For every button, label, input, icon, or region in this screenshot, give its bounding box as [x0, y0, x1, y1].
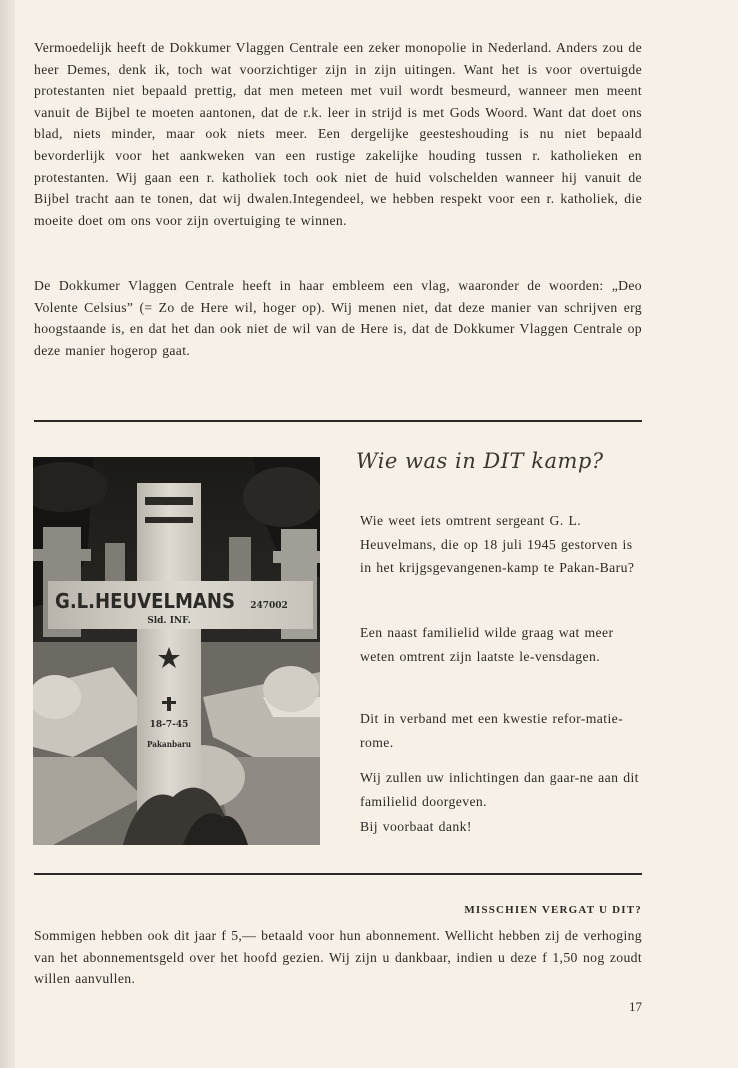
article2-heading: Wie was in DIT kamp?	[356, 449, 604, 473]
page-binding-edge	[0, 0, 15, 1068]
cross-rank-text: Sld. INF.	[147, 616, 191, 626]
article2-paragraph1: Wie weet iets omtrent sergeant G. L. Heuvelmans, die op 18 juli 1945 gestorven is in het krijgsgevangenen-kamp te Pakan-Baru?	[360, 513, 635, 575]
cross-name-text: G.L.HEUVELMANS	[55, 589, 235, 613]
article1-paragraph2: De Dokkumer Vlaggen Centrale heeft in haar embleem een vlag, waaronder de woorden: „Deo Volente Celsius” (= Zo de Here wil, hoger op). Wij menen niet, dat deze manier van schrijven erg hoogstaande is, en dat het dan ook niet de wil van de Here is, dat de Dokkumer Vlaggen Centrale op deze manier hogerop gaat.	[34, 278, 642, 358]
article2-paragraph5: Bij voorbaat dank!	[360, 819, 472, 834]
cross-number-text: 247002	[250, 601, 288, 611]
article3-heading: MISSCHIEN VERGAT U DIT?	[464, 904, 642, 916]
article2-paragraph3: Dit in verband met een kwestie refor-matie-rome.	[360, 711, 624, 750]
article2-paragraph2: Een naast familielid wilde graag wat meer weten omtrent zijn laatste le-vensdagen.	[360, 625, 614, 664]
page-number: 17	[629, 999, 642, 1014]
article3-paragraph: Sommigen hebben ook dit jaar f 5,— betaald voor hun abonnement. Wellicht hebben zij de verhoging van het abonnementsgeld over het hoofd gezien. Wij zijn u dankbaar, indien u deze f 1,50 nog zoudt willen aanvullen.	[34, 928, 642, 987]
article1-paragraph1: Vermoedelijk heeft de Dokkumer Vlaggen Centrale een zeker monopolie in Nederland. Anders zou de heer Demes, denk ik, toch wat voorzichtiger zijn in zijn uitingen. Want het is voor overtuigde protestanten niet bepaald prettig, dat men meteen met vuil wordt besmeurd, wanneer men meent vanuit de Bijbel te moeten aantonen, dat de r.k. leer in strijd is met Gods Woord. Want dat doet ons blad, niets minder, maar ook niets meer. Een dergelijke geesteshouding is nu niet bepaald bevorderlijk voor het aankweken van een rustige zakelijke houding tussen r. katholieken en protestanten. Wij gaan een r. katholiek toch ook niet de huid volschelden wanneer hij vanuit de Bijbel tracht aan te tonen, dat wij dwalen.Integendeel, we hebben respekt voor een r. katholiek, die moeite doet om ons voor zijn overtuiging te winnen.	[34, 40, 642, 228]
article2-paragraph4: Wij zullen uw inlichtingen dan gaar-ne aan dit familielid doorgeven.	[360, 770, 639, 809]
section-divider-bottom	[34, 873, 642, 875]
grave-cross-photo	[33, 457, 320, 845]
section-divider-top	[34, 420, 642, 422]
cross-place-text: Pakanbaru	[147, 739, 192, 749]
cross-date-text: 18-7-45	[149, 720, 189, 730]
